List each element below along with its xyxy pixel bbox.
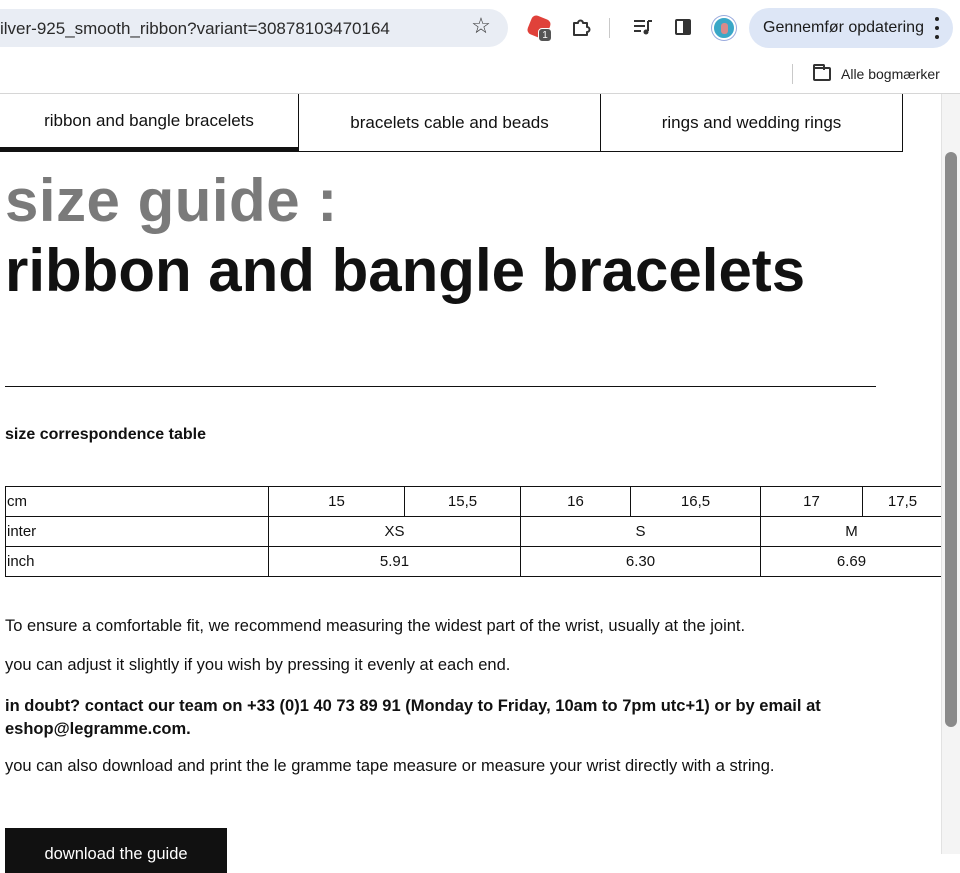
page-title: ribbon and bangle bracelets: [5, 237, 806, 304]
all-bookmarks-link[interactable]: Alle bogmærker: [841, 66, 940, 82]
tab-label: ribbon and bangle bracelets: [44, 111, 254, 130]
tab-ribbon-bangle[interactable]: [0, 94, 299, 152]
row-label: inch: [6, 547, 269, 577]
browser-toolbar: [0, 0, 960, 56]
download-guide-button[interactable]: [5, 828, 227, 873]
fit-instructions: To ensure a comfortable fit, we recommend measuring the widest part of the wrist, usually at the joint.: [5, 617, 746, 635]
table-cell: 17,5: [863, 487, 943, 517]
scrollbar-thumb[interactable]: [945, 152, 957, 727]
table-cell: 17: [761, 487, 863, 517]
divider: [5, 386, 876, 387]
row-label: cm: [6, 487, 269, 517]
update-button-label: Gennemfør opdatering: [763, 19, 924, 36]
table-cell: S: [521, 517, 761, 547]
size-table: [5, 486, 943, 577]
table-row: [6, 487, 943, 517]
side-panel-icon[interactable]: [672, 16, 694, 38]
tab-rings-wedding[interactable]: [600, 94, 903, 152]
adjust-instructions: you can adjust it slightly if you wish by pressing it evenly at each end.: [5, 656, 511, 674]
category-tabs: [0, 94, 903, 152]
extension-badge: 1: [538, 28, 552, 42]
adblock-icon[interactable]: [528, 16, 550, 41]
tab-label: bracelets cable and beads: [350, 112, 549, 132]
tab-cable-beads[interactable]: [298, 94, 601, 152]
table-cell: 15: [269, 487, 405, 517]
bookmarks-separator: [792, 64, 793, 84]
kebab-menu-icon[interactable]: [935, 17, 939, 39]
avatar[interactable]: [712, 16, 736, 40]
puzzle-icon[interactable]: [570, 16, 592, 38]
page-subtitle: size guide :: [5, 167, 338, 234]
table-row: [6, 547, 943, 577]
row-label: inter: [6, 517, 269, 547]
toolbar-separator: [609, 18, 610, 38]
bookmarks-bar: [0, 56, 960, 94]
update-button[interactable]: [749, 8, 953, 48]
table-cell: 6.69: [761, 547, 943, 577]
table-cell: 6.30: [521, 547, 761, 577]
table-cell: 16: [521, 487, 631, 517]
table-cell: 15,5: [405, 487, 521, 517]
folder-icon[interactable]: [813, 67, 831, 81]
tab-label: rings and wedding rings: [661, 112, 842, 132]
download-info: you can also download and print the le gramme tape measure or measure your wrist directly with a string.: [5, 757, 775, 775]
contact-info: in doubt? contact our team on +33 (0)1 40 73 89 91 (Monday to Friday, 10am to 7pm utc+1) or by email at eshop@legramme.com.: [5, 697, 821, 738]
media-icon[interactable]: [632, 16, 654, 38]
table-cell: M: [761, 517, 943, 547]
table-row: [6, 517, 943, 547]
table-cell: 5.91: [269, 547, 521, 577]
url-text[interactable]: ilver-925_smooth_ribbon?variant=30878103470164: [0, 19, 390, 38]
table-title: size correspondence table: [5, 426, 206, 443]
table-cell: 16,5: [631, 487, 761, 517]
download-guide-label: download the guide: [44, 844, 188, 863]
table-cell: XS: [269, 517, 521, 547]
bookmark-star-icon[interactable]: ☆: [471, 13, 491, 38]
